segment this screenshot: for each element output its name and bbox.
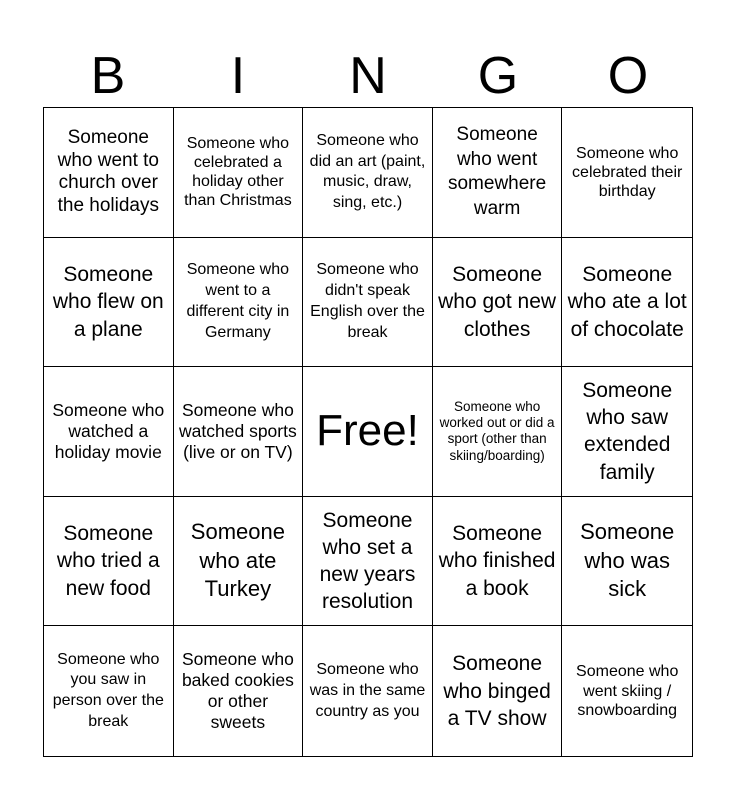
bingo-cell[interactable]: Someone who ate Turkey	[174, 497, 304, 627]
bingo-cell[interactable]: Someone who celebrated their birthday	[562, 108, 692, 238]
bingo-cell[interactable]: Someone who worked out or did a sport (other than skiing/boarding)	[433, 367, 563, 497]
bingo-cell[interactable]: Someone who watched a holiday movie	[44, 367, 174, 497]
header-letter-o: O	[607, 47, 649, 105]
bingo-cell[interactable]: Someone who went somewhere warm	[433, 108, 563, 238]
bingo-cell[interactable]: Someone who was sick	[562, 497, 692, 627]
bingo-cell[interactable]: Someone who watched sports (live or on TV)	[174, 367, 304, 497]
header-letter-b: B	[90, 47, 126, 105]
bingo-board	[43, 107, 693, 757]
bingo-cell[interactable]: Someone who did an art (paint, music, draw, sing, etc.)	[303, 108, 433, 238]
bingo-cell[interactable]: Someone who baked cookies or other sweets	[174, 626, 304, 756]
bingo-cell[interactable]: Someone who went to church over the holidays	[44, 108, 174, 238]
bingo-cell[interactable]: Someone who finished a book	[433, 497, 563, 627]
bingo-cell[interactable]: Someone who ate a lot of chocolate	[562, 238, 692, 368]
bingo-cell[interactable]: Someone who went skiing / snowboarding	[576, 663, 679, 719]
bingo-cell[interactable]: Someone who binged a TV show	[433, 626, 563, 756]
bingo-cell[interactable]: Someone who set a new years resolution	[303, 497, 433, 627]
bingo-cell[interactable]: Someone who celebrated a holiday other than Christmas	[174, 108, 304, 238]
header-letter-g: G	[477, 47, 519, 105]
header-letter-i: I	[230, 47, 246, 105]
bingo-cell[interactable]: Someone who went to a different city in Germany	[174, 238, 304, 368]
bingo-cell[interactable]: Someone who saw extended family	[562, 367, 692, 497]
bingo-cell[interactable]: Someone who flew on a plane	[44, 238, 174, 368]
bingo-cell[interactable]: Someone who tried a new food	[44, 497, 174, 627]
bingo-cell[interactable]: Someone who you saw in person over the break	[44, 626, 174, 756]
bingo-cell[interactable]: Someone who got new clothes	[433, 238, 563, 368]
bingo-cell[interactable]: Someone who was in the same country as you	[303, 626, 433, 756]
header-letter-n: N	[349, 47, 387, 105]
bingo-cell[interactable]: Someone who didn't speak English over the break	[303, 238, 433, 368]
free-space[interactable]: Free!	[303, 367, 433, 497]
bingo-header	[43, 44, 693, 108]
